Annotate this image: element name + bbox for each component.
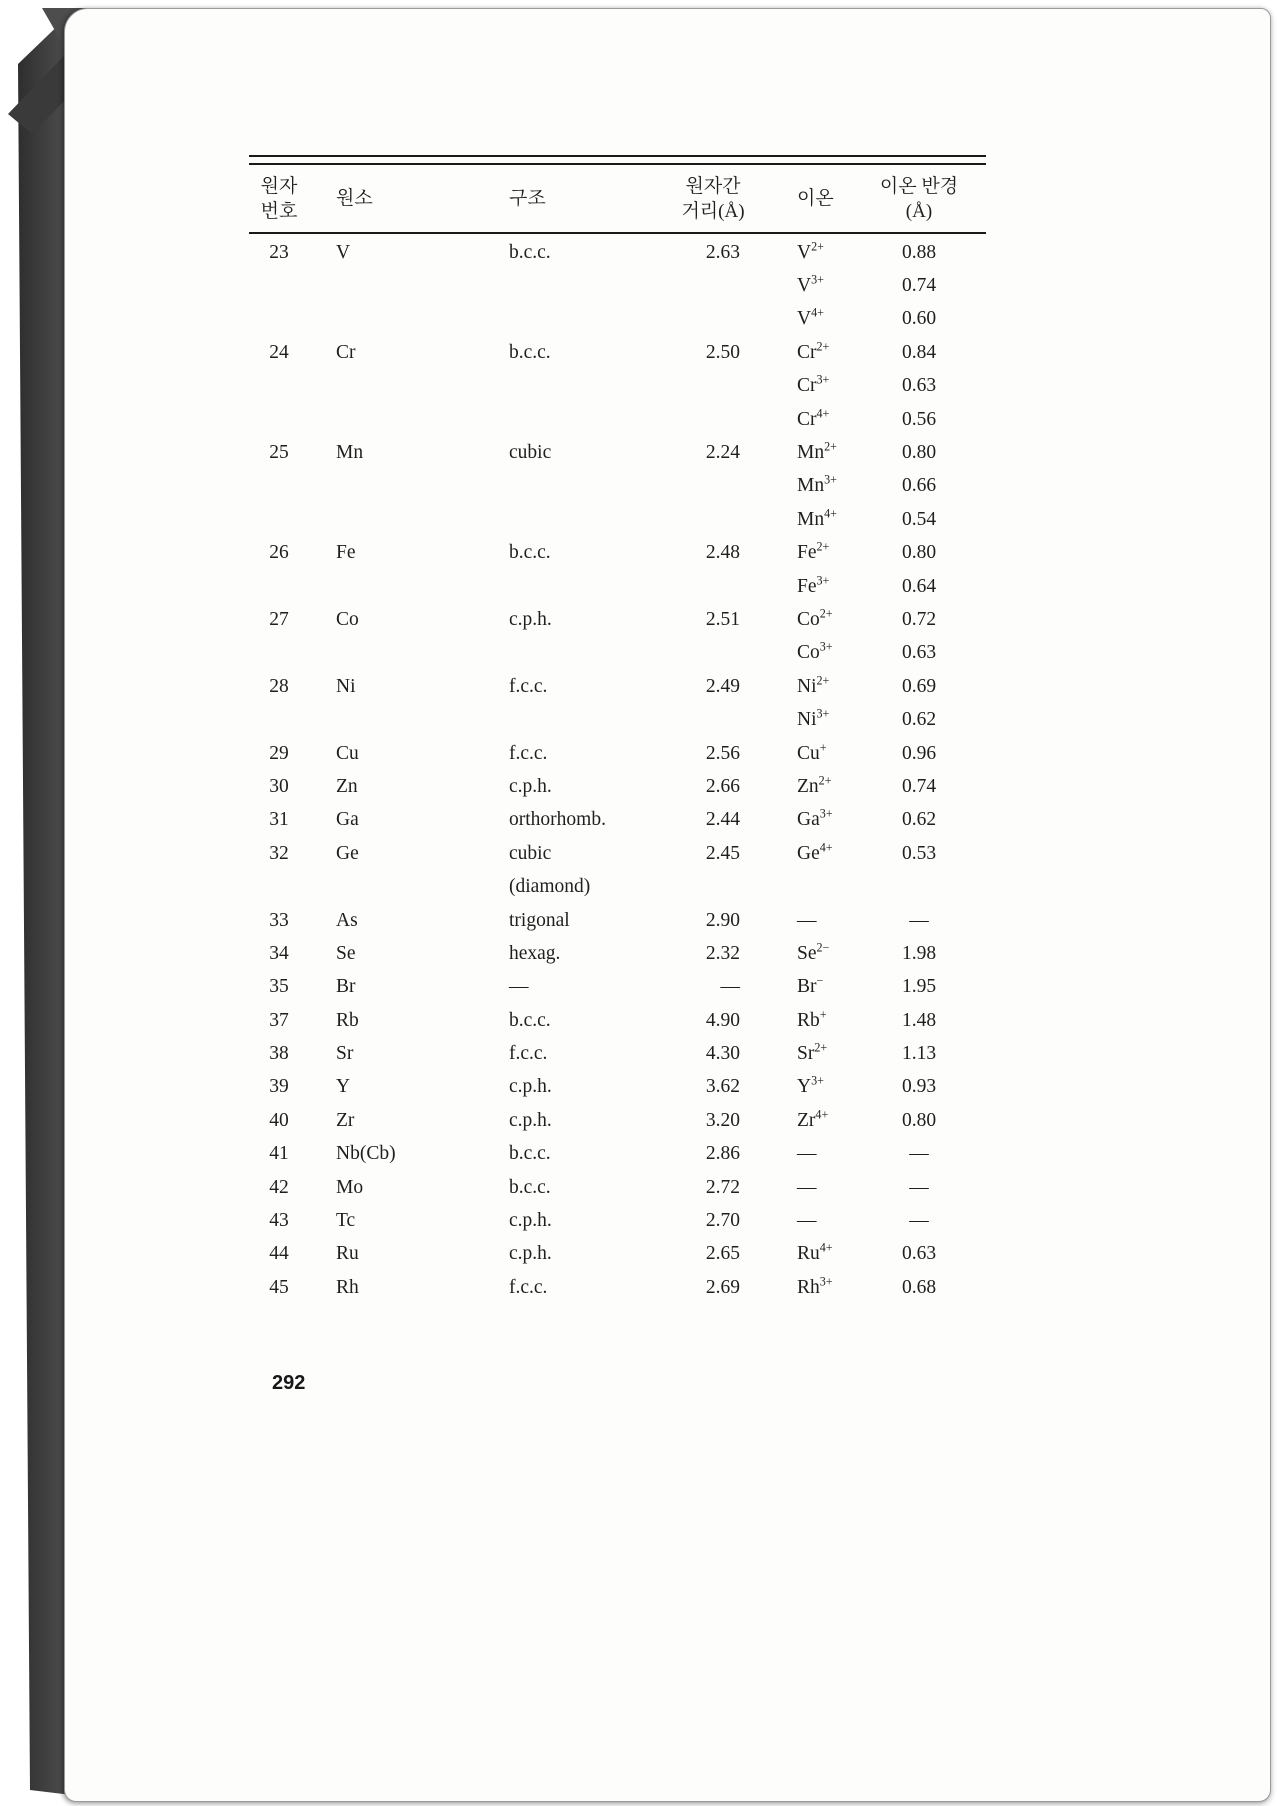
cell-structure: c.p.h. [509, 1109, 552, 1131]
cell-ionic-radius: 0.54 [901, 508, 937, 530]
cell-structure: f.c.c. [509, 1276, 548, 1298]
ion-symbol: Zr [797, 1109, 816, 1131]
ion-charge: 2+ [814, 1040, 828, 1055]
cell-ion [752, 1040, 872, 1065]
page [64, 8, 1271, 1802]
cell-distance: — [720, 976, 740, 998]
cell-ionic-radius: 0.74 [901, 775, 937, 797]
cell-ionic-radius: 0.62 [901, 809, 937, 831]
cell-distance: 4.90 [705, 1009, 740, 1031]
ion-symbol: Fe [797, 542, 817, 564]
cell-distance: 2.49 [705, 675, 740, 697]
cell-structure: f.c.c. [509, 675, 548, 697]
ion-symbol: V [797, 241, 812, 263]
cell-atomic-number: 44 [269, 1243, 289, 1265]
cell-structure: trigonal [509, 909, 570, 931]
cell-ionic-radius: 0.68 [901, 1276, 937, 1298]
cell-ion [752, 1007, 872, 1032]
cell-distance: 3.20 [705, 1109, 740, 1131]
header-ionic-radius-line1: 이온 반경 [879, 175, 959, 197]
ion-symbol: Ni [797, 675, 817, 697]
cell-atomic-number: 34 [269, 942, 289, 964]
ion-symbol: — [797, 1176, 817, 1198]
table-top-rule [249, 155, 986, 165]
cell-distance: 2.86 [705, 1143, 740, 1165]
cell-ion [752, 639, 872, 664]
table-row [249, 1071, 986, 1104]
cell-ionic-radius: — [909, 1143, 929, 1165]
cell-ion [752, 1073, 872, 1098]
ion-charge: 2+ [811, 239, 824, 254]
table-row [249, 770, 986, 803]
cell-atomic-number: 23 [269, 241, 289, 263]
header-interatomic-distance-line1: 원자간 [685, 175, 741, 197]
cell-element: V [336, 241, 351, 263]
table-row [249, 804, 986, 837]
header-structure: 구조 [509, 188, 546, 209]
ion-charge: 3+ [816, 706, 830, 721]
cell-element: Zr [336, 1109, 355, 1131]
cell-ionic-radius: 0.80 [901, 1109, 937, 1131]
table-row [249, 303, 986, 336]
cell-ionic-radius: 0.60 [901, 308, 937, 330]
cell-atomic-number: 37 [269, 1009, 289, 1031]
ion-symbol: Ga [797, 809, 820, 831]
cell-ionic-radius: — [909, 909, 929, 931]
table-row [249, 436, 986, 469]
header-atomic-number [249, 174, 309, 224]
cell-structure: b.c.c. [509, 1176, 551, 1198]
cell-distance: 2.65 [705, 1243, 740, 1265]
cell-ionic-radius: 0.74 [901, 275, 937, 297]
ion-symbol: Mn [797, 442, 825, 464]
cell-structure: b.c.c. [509, 1143, 551, 1165]
cell-ionic-radius: 0.69 [901, 675, 937, 697]
cell-atomic-number: 43 [269, 1210, 289, 1232]
table-row [249, 703, 986, 736]
cell-ion [752, 740, 872, 765]
table-row [249, 1238, 986, 1271]
cell-structure: b.c.c. [509, 341, 551, 363]
table-row [249, 837, 986, 870]
ion-symbol: — [797, 1143, 817, 1165]
cell-element: Y [336, 1076, 351, 1098]
ion-symbol: — [797, 909, 817, 931]
cell-ion [752, 773, 872, 798]
cell-atomic-number: 29 [269, 742, 289, 764]
elements-table [249, 155, 986, 1305]
table-row [249, 470, 986, 503]
ion-symbol: Co [797, 642, 820, 664]
cell-distance: 2.66 [705, 775, 740, 797]
ion-charge: 4+ [811, 305, 824, 320]
ion-charge: 4+ [816, 406, 830, 421]
cell-structure: f.c.c. [509, 742, 548, 764]
table-row [249, 236, 986, 269]
cell-atomic-number: 26 [269, 542, 289, 564]
cell-ion [752, 973, 872, 998]
ion-charge: + [819, 1007, 827, 1022]
cell-element: As [336, 909, 358, 931]
cell-ion [752, 840, 872, 865]
cell-element: Rb [336, 1009, 359, 1031]
cell-structure: hexag. [509, 942, 561, 964]
table-row [249, 503, 986, 536]
table-row [249, 937, 986, 970]
cell-ion [752, 239, 872, 264]
cell-ion [752, 506, 872, 531]
cell-structure: — [509, 976, 529, 998]
ion-charge: 3+ [811, 272, 824, 287]
ion-charge: 4+ [819, 840, 833, 855]
ion-symbol: Rh [797, 1276, 820, 1298]
cell-atomic-number: 33 [269, 909, 289, 931]
table-row [249, 537, 986, 570]
cell-distance: 2.56 [705, 742, 740, 764]
cell-distance: 2.90 [705, 909, 740, 931]
header-element: 원소 [336, 188, 373, 209]
ion-symbol: Cr [797, 375, 817, 397]
cell-ionic-radius: 0.88 [901, 241, 937, 263]
cell-ionic-radius: 0.62 [901, 709, 937, 731]
table-body [249, 234, 986, 1305]
cell-ion [752, 673, 872, 698]
cell-ion [752, 940, 872, 965]
cell-atomic-number: 40 [269, 1109, 289, 1131]
cell-distance: 2.50 [705, 341, 740, 363]
table-row [249, 1104, 986, 1137]
cell-atomic-number: 35 [269, 976, 289, 998]
cell-atomic-number: 39 [269, 1076, 289, 1098]
cell-ion [752, 472, 872, 497]
ion-symbol: Br [797, 976, 817, 998]
cell-element: Se [336, 942, 356, 964]
cell-element: Fe [336, 542, 356, 564]
table-header-row [249, 165, 986, 232]
cell-ionic-radius: 0.84 [901, 341, 937, 363]
header-atomic-number-line1: 원자 [260, 175, 298, 197]
table-row [249, 904, 986, 937]
cell-atomic-number: 27 [269, 608, 289, 630]
header-ionic-radius-line2: (Å) [905, 200, 933, 222]
ion-symbol: Ni [797, 709, 817, 731]
cell-ionic-radius: 1.95 [901, 976, 937, 998]
table-row [249, 971, 986, 1004]
cell-ionic-radius: 0.63 [901, 375, 937, 397]
cell-element: Nb(Cb) [336, 1143, 396, 1165]
cell-ionic-radius: 1.98 [901, 942, 937, 964]
cell-distance: 2.72 [705, 1176, 740, 1198]
table-row [249, 403, 986, 436]
ion-charge: 2+ [816, 673, 830, 688]
ion-symbol: V [797, 308, 812, 330]
cell-distance: 2.63 [705, 241, 740, 263]
ion-symbol: V [797, 275, 812, 297]
cell-structure: c.p.h. [509, 775, 552, 797]
cell-distance: 4.30 [705, 1043, 740, 1065]
cell-element: Co [336, 608, 359, 630]
cell-distance: 2.24 [705, 442, 740, 464]
cell-ionic-radius: 0.93 [901, 1076, 937, 1098]
ion-charge: + [819, 740, 827, 755]
table-row [249, 370, 986, 403]
cell-element: Cr [336, 341, 356, 363]
cell-element: Mo [336, 1176, 364, 1198]
header-atomic-number-line2: 번호 [260, 200, 298, 222]
table-row [249, 670, 986, 703]
cell-ion [752, 1210, 872, 1232]
cell-structure: c.p.h. [509, 1243, 552, 1265]
table-row [249, 1138, 986, 1171]
ion-symbol: Mn [797, 475, 825, 497]
cell-atomic-number: 31 [269, 809, 289, 831]
cell-element: Rh [336, 1276, 359, 1298]
cell-ion [752, 910, 872, 932]
cell-element: Sr [336, 1043, 354, 1065]
ion-charge: 4+ [824, 506, 837, 521]
header-interatomic-distance-line2: 거리(Å) [681, 200, 745, 222]
ion-symbol: Co [797, 608, 820, 630]
ion-symbol: Se [797, 942, 817, 964]
ion-symbol: Y [797, 1076, 812, 1098]
table-row [249, 637, 986, 670]
page-number: 292 [272, 1372, 306, 1394]
cell-ionic-radius: 0.63 [901, 642, 937, 664]
cell-ion [752, 1107, 872, 1132]
cell-distance: 2.48 [705, 542, 740, 564]
ion-charge: 3+ [819, 639, 833, 654]
cell-element: Zn [336, 775, 358, 797]
cell-ion [752, 1240, 872, 1265]
ion-symbol: Zn [797, 775, 819, 797]
cell-ion [752, 539, 872, 564]
cell-structure: f.c.c. [509, 1043, 548, 1065]
cell-ionic-radius: 0.72 [901, 608, 937, 630]
cell-atomic-number: 45 [269, 1276, 289, 1298]
cell-ionic-radius: 0.63 [901, 1243, 937, 1265]
table-row [249, 603, 986, 636]
cell-element: Cu [336, 742, 359, 764]
cell-structure: orthorhomb. [509, 809, 606, 831]
cell-structure: c.p.h. [509, 1076, 552, 1098]
cell-atomic-number: 25 [269, 442, 289, 464]
ion-charge: 3+ [816, 372, 830, 387]
cell-element: Ni [336, 675, 356, 697]
cell-structure: b.c.c. [509, 1009, 551, 1031]
cell-atomic-number: 38 [269, 1043, 289, 1065]
table-row [249, 1271, 986, 1304]
cell-ionic-radius: 0.66 [901, 475, 937, 497]
cell-distance: 2.45 [705, 842, 740, 864]
cell-element: Ru [336, 1243, 359, 1265]
table-row [249, 1004, 986, 1037]
cell-ionic-radius: 0.80 [901, 542, 937, 564]
ion-symbol: Ge [797, 842, 820, 864]
cell-element: Br [336, 976, 356, 998]
cell-structure: c.p.h. [509, 608, 552, 630]
cell-ion [752, 573, 872, 598]
cell-atomic-number: 41 [269, 1143, 289, 1165]
ion-symbol: Cu [797, 742, 820, 764]
ion-charge: 3+ [819, 806, 833, 821]
cell-structure: c.p.h. [509, 1210, 552, 1232]
cell-distance: 2.32 [705, 942, 740, 964]
ion-charge: 3+ [819, 1274, 833, 1289]
cell-ionic-radius: 0.64 [901, 575, 937, 597]
cell-ion [752, 706, 872, 731]
cell-ion [752, 1274, 872, 1299]
ion-symbol: Cr [797, 341, 817, 363]
ion-symbol: Mn [797, 508, 825, 530]
cell-distance: 2.44 [705, 809, 740, 831]
cell-ionic-radius: 1.13 [901, 1043, 937, 1065]
cell-ion [752, 372, 872, 397]
ion-charge: 3+ [824, 472, 837, 487]
header-interatomic-distance [674, 174, 752, 224]
ion-symbol: Ru [797, 1243, 820, 1265]
cell-ion [752, 305, 872, 330]
header-ionic-radius [872, 174, 986, 224]
cell-ionic-radius: — [909, 1176, 929, 1198]
ion-charge: 4+ [815, 1107, 829, 1122]
ion-charge: 3+ [816, 573, 830, 588]
cell-structure: (diamond) [509, 876, 591, 898]
cell-ion [752, 272, 872, 297]
ion-charge: 2− [816, 940, 830, 955]
ion-charge: 2+ [824, 439, 837, 454]
table-row [249, 1037, 986, 1070]
ion-symbol: — [797, 1210, 817, 1232]
cell-distance: 2.70 [705, 1210, 740, 1232]
ion-charge: 2+ [819, 606, 833, 621]
ion-charge: 4+ [819, 1240, 833, 1255]
cell-structure: cubic [509, 442, 552, 464]
cell-structure: b.c.c. [509, 542, 551, 564]
cell-ion [752, 439, 872, 464]
cell-atomic-number: 42 [269, 1176, 289, 1198]
cell-ion [752, 1143, 872, 1165]
ion-symbol: Fe [797, 575, 817, 597]
cell-element: Ga [336, 809, 359, 831]
cell-ionic-radius: 0.80 [901, 442, 937, 464]
cell-atomic-number: 24 [269, 341, 289, 363]
table-row [249, 737, 986, 770]
cell-atomic-number: 32 [269, 842, 289, 864]
table-row [249, 870, 986, 903]
ion-charge: 2+ [818, 773, 832, 788]
cell-ionic-radius: 0.96 [901, 742, 937, 764]
table-row [249, 336, 986, 369]
table-row [249, 269, 986, 302]
table-row [249, 1204, 986, 1237]
cell-atomic-number: 28 [269, 675, 289, 697]
ion-charge: 3+ [811, 1073, 824, 1088]
cell-ion [752, 1177, 872, 1199]
cell-ionic-radius: 0.53 [901, 842, 937, 864]
cell-ion [752, 606, 872, 631]
ion-charge: 2+ [816, 539, 830, 554]
ion-charge: 2+ [816, 339, 830, 354]
cell-structure: cubic [509, 842, 552, 864]
cell-ion [752, 406, 872, 431]
cell-structure: b.c.c. [509, 241, 551, 263]
ion-symbol: Cr [797, 408, 817, 430]
cell-element: Mn [336, 442, 364, 464]
cell-distance: 2.69 [705, 1276, 740, 1298]
cell-element: Tc [336, 1210, 356, 1232]
table-row [249, 570, 986, 603]
cell-ion [752, 806, 872, 831]
cell-distance: 2.51 [705, 608, 740, 630]
ion-charge: − [816, 973, 824, 988]
header-ion: 이온 [797, 188, 834, 209]
cell-ionic-radius: 0.56 [901, 408, 937, 430]
ion-symbol: Sr [797, 1043, 815, 1065]
cell-distance: 3.62 [705, 1076, 740, 1098]
cell-element: Ge [336, 842, 359, 864]
table-row [249, 1171, 986, 1204]
ion-symbol: Rb [797, 1009, 820, 1031]
cell-ion [752, 339, 872, 364]
cell-ionic-radius: — [909, 1210, 929, 1232]
cell-ionic-radius: 1.48 [901, 1009, 937, 1031]
cell-atomic-number: 30 [269, 775, 289, 797]
